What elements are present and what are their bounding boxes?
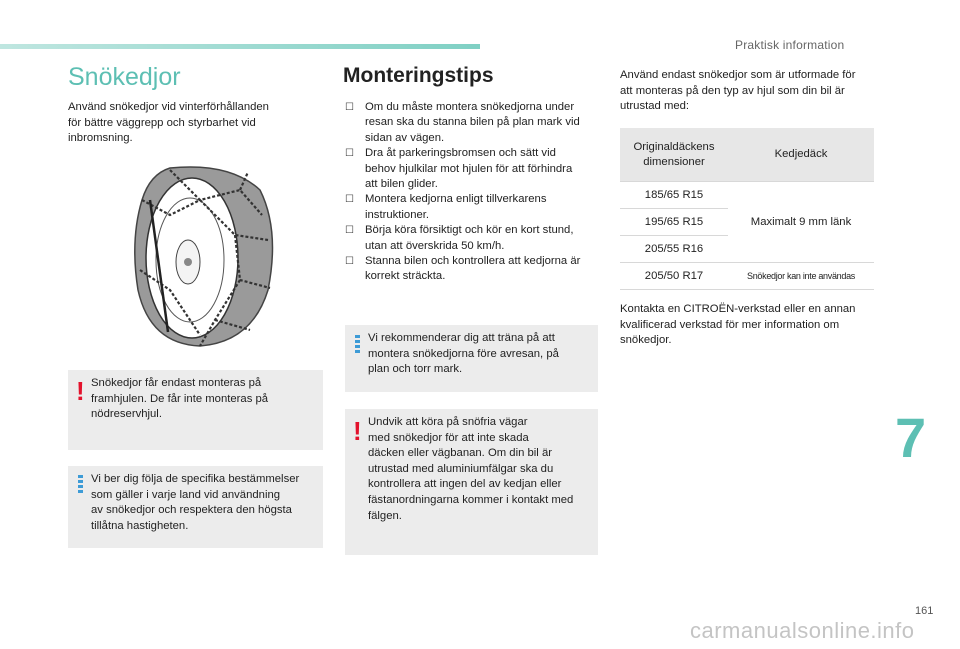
mounting-tips-heading: Monteringstips [343,64,494,87]
watermark: carmanualsonline.info [690,618,915,643]
text-line: nödreservhjul. [91,408,162,421]
info-box-regulations [68,466,323,548]
text-line: utrustad med: [620,100,690,113]
warning-exclamation-icon: ! [353,416,362,446]
table-header-dimensions: Originaldäckens dimensioner [620,128,728,182]
text-line: Undvik att köra på snöfria vägar [368,416,528,428]
text-line: Använd snökedjor vid vinterförhållanden [68,101,269,113]
text-line: att bilen glider. [365,178,438,191]
right-outro-paragraph [620,302,885,349]
text-line: för bättre väggrepp och styrbarhet vid [68,116,256,129]
text-line: resan ska du stanna bilen på plan mark vid [365,116,580,129]
warning-box-front-wheels [68,370,323,450]
left-intro-paragraph [68,100,318,147]
table-cell-chain-value: Maximalt 9 mm länk [728,182,874,263]
text-line: Vi rekommenderar dig att träna på att [368,332,555,344]
table-cell-dimension: 195/65 R15 [620,209,728,236]
page-title-snow-chains: Snökedjor [68,63,181,91]
text-line: plan och torr mark. [368,363,463,376]
text-line: att monteras på den typ av hjul som din bil är [620,84,845,97]
info-stripe-icon [78,475,83,495]
text-line: fälgen. [368,509,402,522]
table-cell-dimension: 205/50 R17 [620,263,728,290]
mounting-tips-list [345,100,600,285]
list-item [345,223,600,254]
text-line: Stanna bilen och kontrollera att kedjorna är [365,255,581,268]
table-row [620,263,874,290]
text-line: sidan av vägen. [365,131,445,144]
text-line: Dra åt parkeringsbromsen och sätt vid [365,147,556,160]
text-line: behov hjulkilar mot hjulen för att förhindra [365,162,573,175]
checkbox-bullet-icon: ☐ [345,225,354,237]
text-line: däcken eller vägbanan. Om din bil är [368,447,552,460]
section-title: Praktisk information [735,38,845,52]
text-line: utrustad med aluminiumfälgar ska du [368,462,554,475]
list-item [345,192,600,223]
text-line: utan att överskrida 50 km/h. [365,239,505,252]
right-intro-paragraph [620,68,880,115]
text-line: Snökedjor får endast monteras på [91,377,262,389]
text-line: Om du måste montera snökedjorna under [365,101,575,113]
warning-box-snow-free-roads [345,409,598,555]
checkbox-bullet-icon: ☐ [345,148,354,160]
table-cell-dimension: 185/65 R15 [620,182,728,209]
text-line: tillåtna hastigheten. [91,519,189,532]
table-header-row [620,128,874,182]
tire-chain-table [620,128,874,290]
text-line: Använd endast snökedjor som är utformade för [620,69,856,81]
checkbox-bullet-icon: ☐ [345,256,354,268]
text-line: instruktioner. [365,208,430,221]
checkbox-bullet-icon: ☐ [345,194,354,206]
text-line: Kontakta en CITROËN-verkstad eller en annan [620,303,856,315]
list-item [345,146,600,192]
chapter-number: 7 [895,406,927,469]
text-line: fästanordningarna kommer i kontakt med [368,493,574,506]
text-line: med snökedjor för att inte skada [368,431,529,444]
text-line: Montera kedjorna enligt tillverkarens [365,193,547,206]
text-line: Börja köra försiktigt och kör en kort stund, [365,224,574,237]
text-line: som gäller i varje land vid användning [91,488,281,501]
text-line: inbromsning. [68,132,133,145]
list-item [345,254,600,285]
page-number: 161 [915,605,934,617]
table-cell-dimension: 205/55 R16 [620,236,728,263]
list-item [345,100,600,146]
checkbox-bullet-icon: ☐ [345,102,354,113]
text-line: av snökedjor och respektera den högsta [91,504,292,517]
text-line: framhjulen. De får inte monteras på [91,392,269,405]
text-line: kvalificerad verkstad för mer information om [620,318,840,331]
table-cell-not-usable: Snökedjor kan inte användas [728,263,874,290]
text-line: kontrollera att ingen del av kedjan eller [368,478,562,491]
tire-with-chain-illustration [130,160,280,350]
text-line: korrekt sträckta. [365,270,446,283]
table-row [620,182,874,209]
tire-graphic [135,167,273,346]
warning-exclamation-icon: ! [76,376,85,406]
info-stripe-icon [355,335,360,355]
header-accent-bar [0,44,480,49]
info-box-practice [345,325,598,392]
table-header-chain: Kedjedäck [728,128,874,182]
text-line: snökedjor. [620,334,672,347]
text-line: Vi ber dig följa de specifika bestämmelser [91,473,300,485]
text-line: montera snökedjorna före avresan, på [368,347,559,360]
